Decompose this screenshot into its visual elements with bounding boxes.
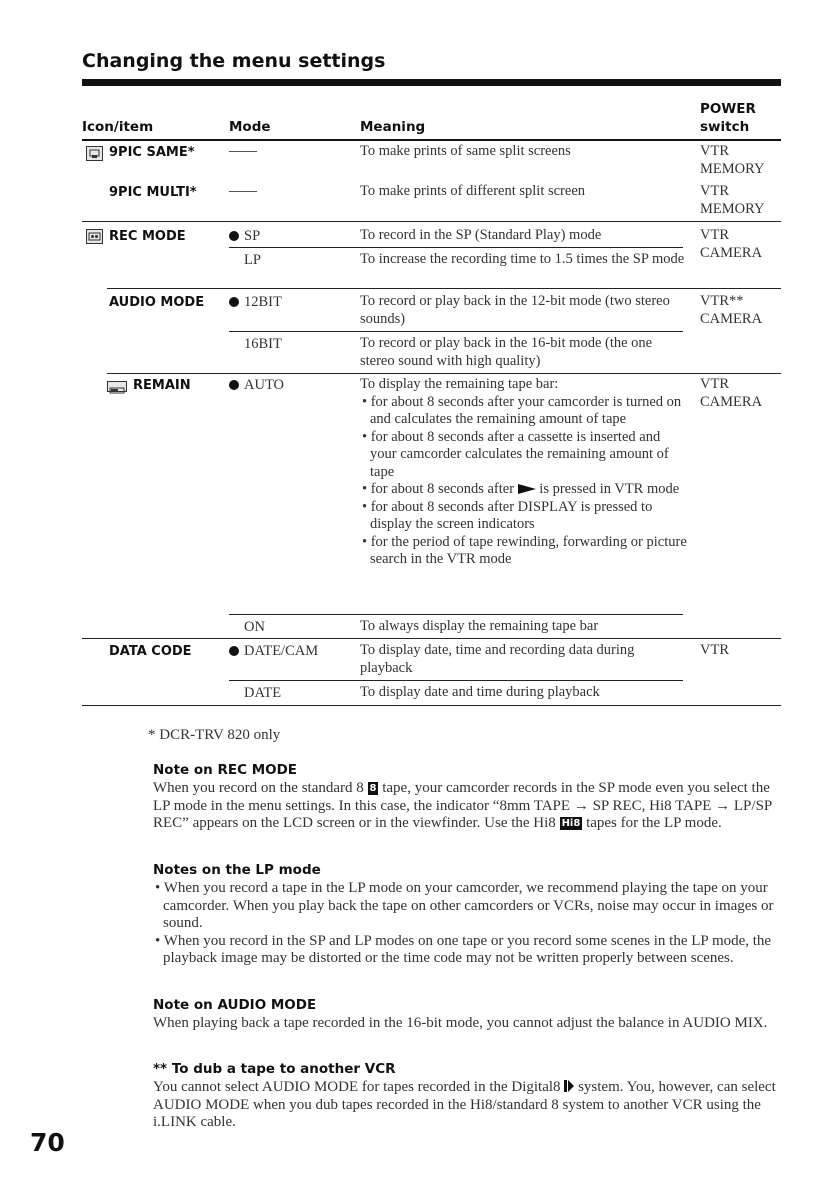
standard8-badge: 8 <box>369 783 377 794</box>
sub-rule <box>229 331 683 332</box>
hi8-badge: Hi8 <box>561 818 581 829</box>
default-dot-icon <box>229 297 239 307</box>
footnote: * DCR-TRV 820 only <box>148 727 281 743</box>
header-icon-item: Icon/item <box>82 119 154 135</box>
note-lp-text <box>153 880 783 968</box>
digital8-icon <box>564 1080 574 1092</box>
item-9pic-multi: 9PIC MULTI* <box>109 185 197 200</box>
power-9pic-same: VTR MEMORY <box>700 143 765 177</box>
meaning-16bit: To record or play back in the 16-bit mode (the one stereo sound with high quality) <box>360 335 653 369</box>
meaning-datecam: To display date, time and recording data during playback <box>360 642 635 676</box>
row-rule <box>82 638 781 639</box>
meaning-date: To display date and time during playback <box>360 684 600 700</box>
row-rule <box>107 373 781 374</box>
row-rule <box>82 221 781 222</box>
note-dub-heading: ** To dub a tape to another VCR <box>153 1061 396 1077</box>
mode-dash <box>229 143 257 161</box>
sub-rule <box>229 614 683 615</box>
note-rec-mode-heading: Note on REC MODE <box>153 762 298 778</box>
default-dot-icon <box>229 231 239 241</box>
remaining-tape-icon <box>107 381 127 392</box>
item-rec-mode: REC MODE <box>109 229 186 244</box>
header-rule <box>82 139 781 141</box>
mode-12bit: 12BIT <box>229 293 282 311</box>
note-lp-heading: Notes on the LP mode <box>153 862 321 878</box>
mode-16bit: 16BIT <box>244 336 282 352</box>
power-audio-mode: VTR** CAMERA <box>700 293 763 327</box>
mode-date: DATE <box>244 685 282 701</box>
default-dot-icon <box>229 380 239 390</box>
mode-auto: AUTO <box>229 376 284 394</box>
bullet-item: • for about 8 seconds after DISPLAY is pressed to display the screen indicators <box>362 498 653 532</box>
meaning-lp: To increase the recording time to 1.5 times the SP mode <box>360 251 685 267</box>
meaning-9pic-same: To make prints of same split screens <box>360 143 571 159</box>
page-number: 70 <box>30 1128 65 1157</box>
header-mode: Mode <box>229 119 271 135</box>
header-power-line1: POWER <box>700 101 756 117</box>
tape-icon <box>86 229 103 244</box>
mode-sp: SP <box>229 227 260 245</box>
item-remain: REMAIN <box>133 378 191 393</box>
header-meaning: Meaning <box>360 119 426 135</box>
page-title: Changing the menu settings <box>82 50 386 72</box>
sub-rule <box>229 680 683 681</box>
meaning-9pic-multi: To make prints of different split screen <box>360 183 586 199</box>
power-remain: VTR CAMERA <box>700 376 763 410</box>
play-icon <box>518 484 536 494</box>
meaning-on: To always display the remaining tape bar <box>360 618 599 634</box>
power-data-code: VTR <box>700 642 729 658</box>
bullet-item: • for about 8 seconds after your camcorder is turned on and calculates the remaining amount of tape <box>362 393 682 427</box>
bullet-item: • for the period of tape rewinding, forwarding or picture search in the VTR mode <box>362 533 687 567</box>
mode-dash <box>229 183 257 201</box>
table-bottom-rule <box>82 705 781 706</box>
bullet-item: • When you record in the SP and LP modes on one tape or you record some scenes in the LP mode, the playback image may be distorted or the time code may not be written properly between scenes. <box>155 932 772 966</box>
sub-rule <box>229 247 683 248</box>
bullet-item: • for about 8 seconds after is pressed in VTR mode <box>362 481 680 497</box>
note-audio-text: When playing back a tape recorded in the 16-bit mode, you cannot adjust the balance in AUDIO MIX. <box>153 1015 768 1031</box>
meaning-auto-intro: To display the remaining tape bar: <box>360 376 559 392</box>
default-dot-icon <box>229 646 239 656</box>
power-rec-mode: VTR CAMERA <box>700 227 763 261</box>
note-dub-text: You cannot select AUDIO MODE for tapes recorded in the Digital8 system. You, however, can select AUDIO MODE when you dub tapes recorded in the Hi8/standard 8 system to another VCR using the i.LINK cable. <box>153 1079 776 1130</box>
bullet-item: • for about 8 seconds after a cassette is inserted and your camcorder calculates the remaining amount of tape <box>362 428 669 480</box>
power-9pic-multi: VTR MEMORY <box>700 183 765 217</box>
note-audio-heading: Note on AUDIO MODE <box>153 997 317 1013</box>
header-power-line2: switch <box>700 119 750 135</box>
row-rule <box>107 288 781 289</box>
meaning-12bit: To record or play back in the 12-bit mode (two stereo sounds) <box>360 293 670 327</box>
mode-on: ON <box>244 619 265 635</box>
mode-datecam: DATE/CAM <box>229 642 318 660</box>
item-data-code: DATA CODE <box>109 644 192 659</box>
item-9pic-same: 9PIC SAME* <box>109 145 195 160</box>
note-rec-mode-text: When you record on the standard 8 8 tape, your camcorder records in the SP mode even you select the LP mode in the menu settings. In this case, the indicator “8mm TAPE → SP REC, Hi8 TAPE → LP/SP REC” appears on the LCD screen or in the viewfinder. Use the Hi8 Hi8 tapes for the LP mode. <box>153 780 772 831</box>
item-audio-mode: AUDIO MODE <box>109 295 205 310</box>
mode-lp: LP <box>244 252 261 268</box>
meaning-auto <box>360 376 690 569</box>
print-icon <box>86 146 103 161</box>
bullet-item: • When you record a tape in the LP mode on your camcorder, we recommend playing the tape on your camcorder. When you play back the tape on other camcorders or VCRs, noise may occur in images or sound. <box>155 880 774 931</box>
meaning-sp: To record in the SP (Standard Play) mode <box>360 227 602 243</box>
title-rule <box>82 79 781 86</box>
